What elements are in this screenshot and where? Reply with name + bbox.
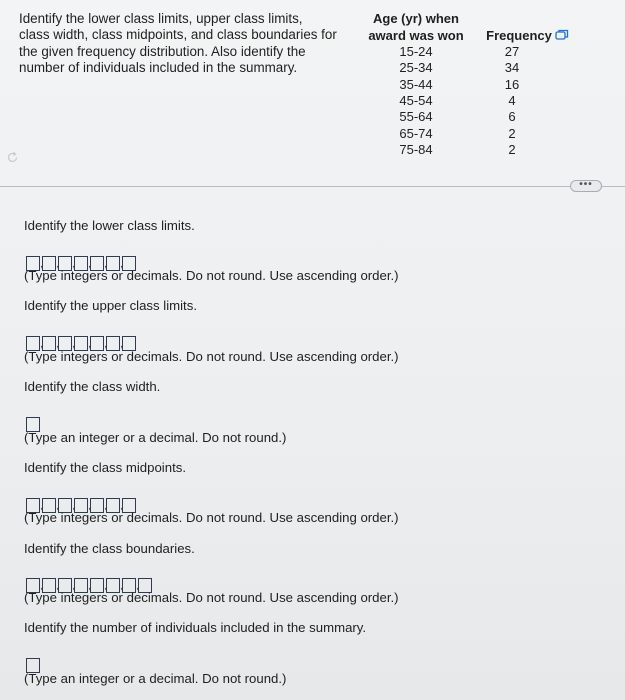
- table-row: [366, 126, 566, 142]
- midpoints-answer-group: , , , , , ,: [26, 495, 136, 511]
- problem-line: the given frequency distribution. Also identify the: [19, 43, 306, 59]
- hint-text: (Type integers or decimals. Do not round. Use ascending order.): [24, 590, 399, 605]
- hint-text: (Type integers or decimals. Do not round. Use ascending order.): [24, 268, 399, 283]
- frequency-cell: 2: [508, 141, 516, 157]
- age-cell: 75-84: [399, 141, 433, 157]
- individuals-answer-group: [26, 655, 40, 671]
- lower-limits-answer-group: , , , , , ,: [26, 253, 136, 269]
- question-upper-class-limits: Identify the upper class limits.: [24, 298, 197, 313]
- problem-header: [0, 0, 625, 185]
- question-lower-class-limits: Identify the lower class limits.: [24, 218, 195, 233]
- class-width-answer-group: [26, 414, 40, 430]
- age-column-header: Age (yr) when award was won: [368, 11, 464, 43]
- problem-statement: [19, 11, 349, 76]
- age-cell: 55-64: [399, 109, 433, 125]
- table-row: [366, 77, 566, 93]
- frequency-cell: 6: [508, 109, 516, 125]
- boundaries-answer-group: , , , , , , ,: [26, 575, 152, 591]
- copy-table-icon[interactable]: [555, 29, 569, 41]
- frequency-cell: 34: [504, 60, 520, 76]
- table-row: [366, 60, 566, 76]
- frequency-cell: 4: [508, 92, 516, 108]
- reload-icon: [6, 151, 19, 164]
- question-class-midpoints: Identify the class midpoints.: [24, 460, 186, 475]
- table-row: [366, 93, 566, 109]
- age-cell: 35-44: [399, 76, 433, 92]
- question-number-of-individuals: Identify the number of individuals included in the summary.: [24, 620, 367, 635]
- hint-text: (Type integers or decimals. Do not round. Use ascending order.): [24, 349, 399, 364]
- table-row: [366, 142, 566, 158]
- hint-text: (Type integers or decimals. Do not round. Use ascending order.): [24, 510, 399, 525]
- frequency-cell: 16: [504, 76, 520, 92]
- age-cell: 25-34: [399, 60, 433, 76]
- frequency-cell: 27: [504, 44, 520, 59]
- question-class-boundaries: Identify the class boundaries.: [24, 541, 195, 556]
- frequency-column-header: Frequency: [486, 27, 552, 43]
- more-options-button[interactable]: •••: [570, 180, 602, 192]
- age-cell: 65-74: [399, 125, 433, 141]
- table-row: [366, 44, 566, 60]
- age-cell: 15-24: [399, 44, 433, 59]
- table-row: [366, 109, 566, 125]
- frequency-cell: 2: [508, 125, 516, 141]
- upper-limits-answer-group: , , , , , ,: [26, 333, 136, 349]
- hint-text: (Type an integer or a decimal. Do not round.): [24, 671, 287, 686]
- age-cell: 45-54: [399, 92, 433, 108]
- problem-line: Identify the lower class limits, upper class limits,: [19, 11, 303, 26]
- hint-text: (Type an integer or a decimal. Do not round.): [24, 430, 287, 445]
- section-divider: [0, 186, 625, 187]
- problem-line: number of individuals included in the summary.: [19, 59, 298, 75]
- question-class-width: Identify the class width.: [24, 379, 161, 394]
- problem-line: class width, class midpoints, and class boundaries for: [19, 27, 337, 43]
